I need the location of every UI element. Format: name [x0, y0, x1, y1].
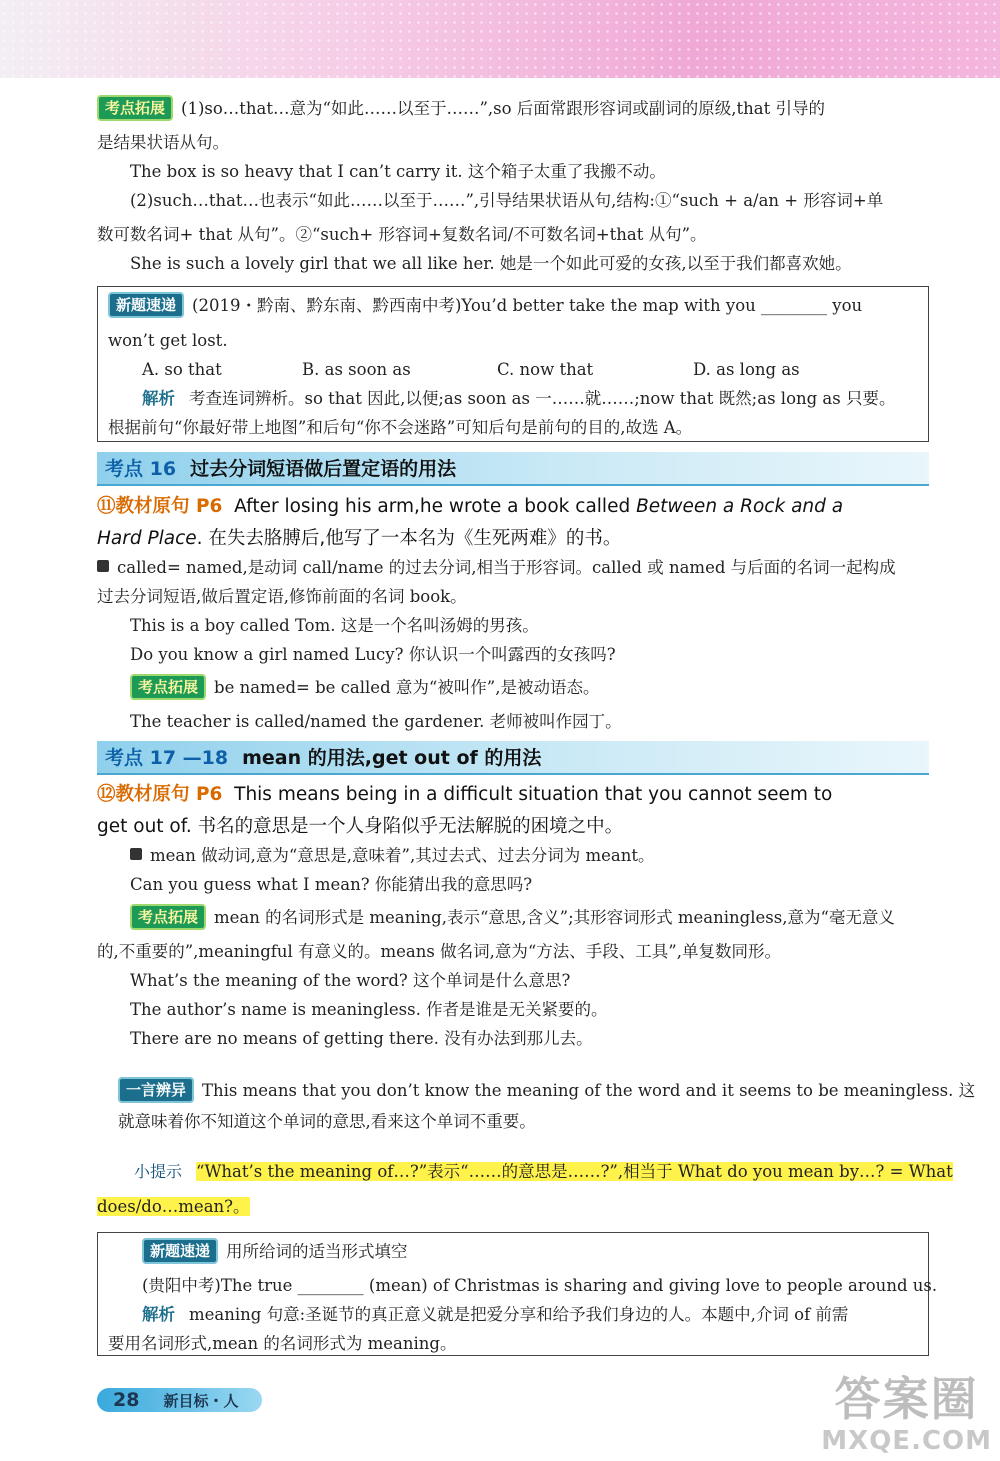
option-a: A. so that: [142, 360, 222, 379]
section-title: mean 的用法,get out of 的用法: [242, 747, 542, 769]
textbook-sentence-line-1: ⑫教材原句 P6 This means being in a difficult situation that you cannot seem to: [97, 784, 833, 805]
expansion-tag: 考点拓展: [97, 95, 173, 121]
distinction-line-1: 一言辨异 This means that you don’t know the meaning of the word and it seems to be meaningless. 这: [118, 1077, 930, 1105]
section-header-17-18: [97, 741, 929, 775]
tip-label: 小提示: [134, 1162, 183, 1181]
expansion-tag: 考点拓展: [130, 674, 206, 700]
note-line-1: mean 做动词,意为“意思是,意味着”,其过去式、过去分词为 meant。: [130, 842, 930, 870]
analysis-line-1: 解析 考查连词辨析。so that 因此,以便;as soon as 一……就……;now that 既然;as long as 只要。: [142, 389, 896, 408]
analysis-line-2: 要用名词形式,mean 的名词形式为 meaning。: [108, 1334, 457, 1353]
textbook-sentence-line-2: Hard Place. 在失去胳膊后,他写了一本名为《生死两难》的书。: [97, 528, 622, 549]
example-sentence: The teacher is called/named the gardener. 老师被叫作园丁。: [130, 712, 622, 731]
note-line-1: called= named,是动词 call/name 的过去分词,相当于形容词。called 或 named 与后面的名词一起构成: [97, 554, 930, 582]
analysis-line-1: 解析 meaning 句意:圣诞节的真正意义就是把爱分享和给予我们身边的人。本题中,介词 of 前需: [142, 1305, 849, 1324]
example-sentence: This is a boy called Tom. 这是一个名叫汤姆的男孩。: [130, 616, 539, 635]
expansion-line: 考点拓展 be named= be called 意为“被叫作”,是被动语态。: [130, 674, 930, 702]
new-question-tag: 新题速递: [108, 292, 184, 318]
expansion-line-1: 考点拓展 (1)so…that…意为“如此……以至于……”,so 后面常跟形容词或副词的原级,that 引导的: [97, 95, 930, 123]
book-name: 新目标・人: [163, 1392, 239, 1410]
distinction-line-2: 就意味着你不知道这个单词的意思,看来这个单词不重要。: [118, 1112, 536, 1131]
expansion-tag: 考点拓展: [130, 904, 206, 930]
option-d: D. as long as: [693, 360, 800, 379]
analysis-line-2: 根据前句“你最好带上地图”和后句“你不会迷路”可知后句是前句的目的,故选 A。: [108, 418, 693, 437]
note-line-2: 过去分词短语,做后置定语,修饰前面的名词 book。: [97, 587, 467, 606]
header-banner-texture: [0, 0, 1000, 78]
option-c: C. now that: [497, 360, 594, 379]
new-question-tag: 新题速递: [142, 1238, 218, 1264]
expansion-line-2: 的,不重要的”,meaningful 有意义的。means 做名词,意为“方法、手段、工具”,单复数同形。: [97, 942, 781, 961]
analysis-label: 解析: [142, 1305, 175, 1324]
example-sentence: Can you guess what I mean? 你能猜出我的意思吗?: [130, 875, 533, 894]
example-sentence: The author’s name is meaningless. 作者是谁是无关紧要的。: [130, 1000, 608, 1019]
watermark: [821, 1372, 992, 1456]
question-title-line: 新题速递 用所给词的适当形式填空: [142, 1238, 930, 1266]
question-line: (贵阳中考)The true ________ (mean) of Christmas is sharing and giving love to people around us.: [142, 1276, 938, 1295]
expansion-line-3: (2)such…that…也表示“如此……以至于……”,引导结果状语从句,结构:①“such + a/an + 形容词+单: [130, 191, 884, 210]
tip-line-1: 小提示 “What’s the meaning of…?”表示“……的意思是……?”,相当于 What do you mean by…? = What: [134, 1162, 953, 1181]
watermark-logo-text: 答案圈: [834, 1372, 979, 1426]
section-title: 过去分词短语做后置定语的用法: [190, 458, 457, 480]
page-footer-badge: [97, 1388, 262, 1412]
option-b: B. as soon as: [302, 360, 411, 379]
section-header-16: [97, 452, 929, 486]
textbook-marker: ⑫教材原句 P6: [97, 784, 223, 805]
textbook-sentence-line-1: ⑪教材原句 P6 After losing his arm,he wrote a book called Between a Rock and a: [97, 496, 844, 517]
distinction-tag: 一言辨异: [118, 1077, 194, 1103]
section-number: 考点 16: [105, 458, 177, 480]
example-sentence: She is such a lovely girl that we all like her. 她是一个如此可爱的女孩,以至于我们都喜欢她。: [130, 254, 852, 273]
example-sentence: Do you know a girl named Lucy? 你认识一个叫露西的女孩吗?: [130, 645, 616, 664]
example-sentence: What’s the meaning of the word? 这个单词是什么意思?: [130, 971, 571, 990]
question-line-2: won’t get lost.: [108, 331, 228, 350]
note-bullet-icon: [130, 848, 142, 860]
section-number: 考点 17 —18: [105, 747, 229, 769]
watermark-url: MXQE.COM: [821, 1426, 992, 1456]
page-number: 28: [113, 1389, 140, 1411]
example-sentence: There are no means of getting there. 没有办法到那儿去。: [130, 1029, 593, 1048]
example-sentence: The box is so heavy that I can’t carry it. 这个箱子太重了我搬不动。: [130, 162, 666, 181]
question-line-1: 新题速递 (2019・黔南、黔东南、黔西南中考)You’d better take the map with you ________ you: [108, 292, 930, 320]
tip-line-2: does/do…mean?。: [97, 1197, 250, 1216]
expansion-line-1: 考点拓展 mean 的名词形式是 meaning,表示“意思,含义”;其形容词形式 meaningless,意为“毫无意义: [130, 904, 930, 932]
expansion-line-4: 数可数名词+ that 从句”。②“such+ 形容词+复数名词/不可数名词+that 从句”。: [97, 225, 707, 244]
expansion-line-2: 是结果状语从句。: [97, 133, 229, 152]
note-bullet-icon: [97, 560, 109, 572]
textbook-marker: ⑪教材原句 P6: [97, 496, 223, 517]
analysis-label: 解析: [142, 389, 175, 408]
textbook-sentence-line-2: get out of. 书名的意思是一个人身陷似乎无法解脱的困境之中。: [97, 816, 624, 837]
